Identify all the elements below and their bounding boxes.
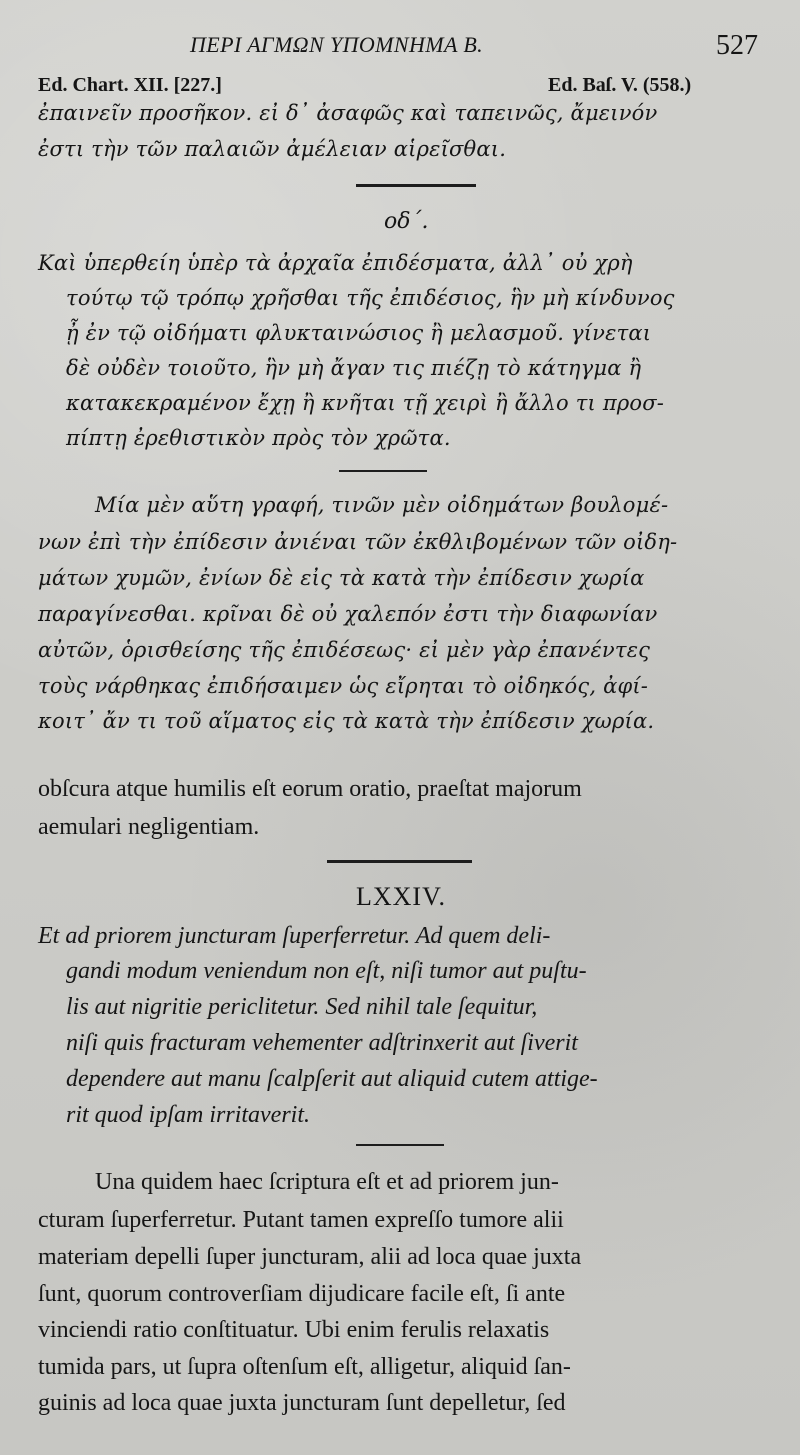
- latin-commentary-line-3: materiam depelli ſuper juncturam, alii ad loca quae juxta: [38, 1244, 582, 1270]
- greek-intro-line-1: ἐπαινεῖν προσῆκον. εἰ δ᾽ ἀσαφῶς καὶ ταπεινῶς, ἄμεινόν: [38, 101, 658, 125]
- latin-intro-line-2: aemulari negligentiam.: [38, 814, 260, 840]
- latin-section-line-6: rit quod ipſam irritaverit.: [66, 1102, 311, 1128]
- greek-commentary-line-6: τοὺς νάρθηκας ἐπιδήσαιμεν ὡς εἴρηται τὸ οἰδηκός, ἀφί-: [38, 674, 649, 698]
- latin-commentary-line-1: Una quidem haec ſcriptura eſt et ad priorem jun-: [95, 1169, 559, 1195]
- latin-section-divider: [327, 860, 472, 863]
- page-number: 527: [716, 30, 758, 61]
- greek-commentary-line-2: νων ἐπὶ τὴν ἐπίδεσιν ἀνιέναι τῶν ἐκθλιβομένων τῶν οἰδη-: [38, 530, 678, 554]
- greek-section-divider: [356, 184, 476, 187]
- latin-commentary-line-6: tumida pars, ut ſupra oſtenſum eſt, alligetur, aliquid ſan-: [38, 1354, 571, 1380]
- latin-commentary-divider: [356, 1144, 444, 1146]
- greek-section-line-5: κατακεκραμένον ἔχῃ ἢ κνῆται τῇ χειρὶ ἢ ἄλλο τι προσ-: [66, 391, 665, 415]
- greek-intro-line-2: ἐστι τὴν τῶν παλαιῶν ἀμέλειαν αἱρεῖσθαι.: [38, 137, 507, 161]
- greek-section-line-6: πίπτῃ ἐρεθιστικὸν πρὸς τὸν χρῶτα.: [66, 426, 451, 450]
- greek-section-line-3: ᾖ ἐν τῷ οἰδήματι φλυκταινώσιος ἢ μελασμοῦ. γίνεται: [66, 321, 652, 345]
- right-edition-reference: Ed. Baſ. V. (558.): [548, 74, 692, 96]
- latin-section-line-3: lis aut nigritie periclitetur. Sed nihil tale ſequitur,: [66, 994, 538, 1020]
- latin-section-line-5: dependere aut manu ſcalpſerit aut aliquid cutem attige-: [66, 1066, 598, 1092]
- greek-commentary-line-1: Μία μὲν αὕτη γραφή, τινῶν μὲν οἰδημάτων βουλομέ-: [95, 493, 669, 517]
- greek-section-number: οδ΄.: [384, 209, 429, 234]
- latin-intro-line-1: obſcura atque humilis eſt eorum oratio, praeſtat majorum: [38, 776, 582, 802]
- latin-section-line-4: niſi quis fracturam vehementer adſtrinxerit aut ſiverit: [66, 1030, 578, 1056]
- running-header-title: ΠΕΡΙ ΑΓΜΩΝ ΥΠΟΜΝΗΜΑ Β.: [190, 32, 484, 57]
- greek-section-line-2: τούτῳ τῷ τρόπῳ χρῆσθαι τῆς ἐπιδέσιος, ἣν μὴ κίνδυνος: [66, 286, 675, 310]
- latin-section-number: LXXIV.: [356, 882, 447, 911]
- left-edition-reference: Ed. Chart. XII. [227.]: [38, 74, 222, 96]
- greek-commentary-line-7: κοιτ᾽ ἄν τι τοῦ αἵματος εἰς τὰ κατὰ τὴν ἐπίδεσιν χωρία.: [38, 709, 655, 733]
- greek-commentary-line-3: μάτων χυμῶν, ἐνίων δὲ εἰς τὰ κατὰ τὴν ἐπίδεσιν χωρία: [38, 566, 645, 590]
- greek-commentary-line-4: παραγίνεσθαι. κρῖναι δὲ οὐ χαλεπόν ἐστι τὴν διαφωνίαν: [38, 602, 658, 626]
- greek-commentary-divider: [339, 470, 427, 472]
- greek-section-line-4: δὲ οὐδὲν τοιοῦτο, ἣν μὴ ἄγαν τις πιέζῃ τὸ κάτηγμα ἢ: [66, 356, 642, 380]
- latin-commentary-line-4: ſunt, quorum controverſiam dijudicare facile eſt, ſi ante: [38, 1281, 566, 1307]
- latin-section-line-1: Et ad priorem juncturam ſuperferretur. Ad quem deli-: [38, 923, 551, 949]
- greek-section-line-1: Καὶ ὑπερθείη ὑπὲρ τὰ ἀρχαῖα ἐπιδέσματα, ἀλλ᾽ οὐ χρὴ: [38, 251, 633, 275]
- latin-commentary-line-5: vinciendi ratio conſtituatur. Ubi enim ferulis relaxatis: [38, 1317, 550, 1343]
- latin-commentary-line-7: guinis ad loca quae juxta juncturam ſunt depelletur, ſed: [38, 1390, 566, 1416]
- latin-section-line-2: gandi modum veniendum non eſt, niſi tumor aut puſtu-: [66, 958, 587, 984]
- latin-commentary-line-2: cturam ſuperferretur. Putant tamen expreſſo tumore alii: [38, 1207, 564, 1233]
- greek-commentary-line-5: αὐτῶν, ὁρισθείσης τῆς ἐπιδέσεως· εἰ μὲν γὰρ ἐπανέντες: [38, 638, 651, 662]
